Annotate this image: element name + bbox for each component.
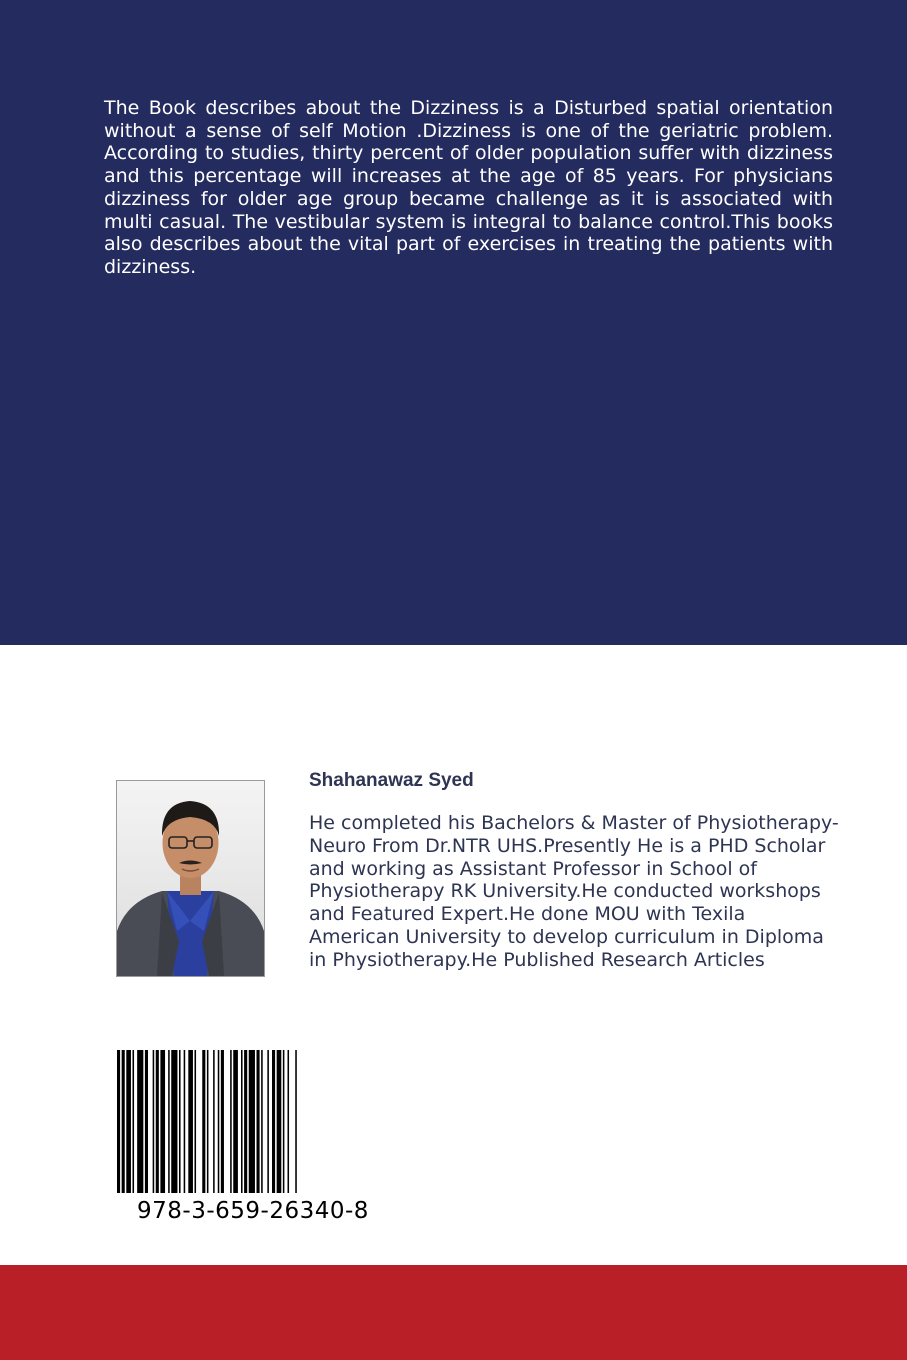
barcode-bar: [213, 1050, 215, 1193]
barcode-bar: [137, 1050, 143, 1193]
barcode-bar: [145, 1050, 148, 1193]
barcode-bar: [153, 1050, 155, 1193]
barcode-bar: [184, 1050, 186, 1193]
barcode-bar: [126, 1050, 131, 1193]
barcode-bar: [188, 1050, 193, 1193]
barcode-bar: [202, 1050, 205, 1193]
author-portrait-icon: [117, 781, 264, 976]
barcode-bar: [257, 1050, 260, 1193]
back-cover-bottom-band: [0, 1265, 907, 1360]
barcode-bar: [244, 1050, 247, 1193]
barcode-bar: [283, 1050, 285, 1193]
author-name: Shahanawaz Syed: [309, 770, 474, 791]
barcode-bar: [179, 1050, 181, 1193]
barcode-bar: [218, 1050, 220, 1193]
barcode-bar: [168, 1050, 170, 1193]
barcode-bar: [122, 1050, 125, 1193]
barcode-bar: [133, 1050, 135, 1193]
barcode-bar: [195, 1050, 197, 1193]
barcode-bar: [230, 1050, 232, 1193]
barcode-bar: [207, 1050, 209, 1193]
barcode-bar: [117, 1050, 120, 1193]
barcode-bar: [288, 1050, 290, 1193]
barcode-bar: [249, 1050, 255, 1193]
author-bio: He completed his Bachelors & Master of Physiotherapy-Neuro From Dr.NTR UHS.Presently He is a PHD Scholar and working as Assistant Professor in School of Physiotherapy RK University.He conducted workshops and Featured Expert.He done MOU with Texila American University to develop curriculum in Diploma in Physiotherapy.He Published Research Articles: [309, 812, 839, 971]
barcode-bar: [267, 1050, 269, 1193]
barcode-bar: [171, 1050, 177, 1193]
barcode-bar: [233, 1050, 238, 1193]
barcode-bar: [277, 1050, 282, 1193]
barcode-bar: [160, 1050, 165, 1193]
barcode-bar: [221, 1050, 224, 1193]
barcode-bar: [261, 1050, 263, 1193]
author-photo: [116, 780, 265, 977]
isbn-number: 978-3-659-26340-8: [137, 1198, 369, 1224]
barcode-bar: [241, 1050, 243, 1193]
book-description: The Book describes about the Dizziness is a Disturbed spatial orientation without a sense of self Motion .Dizziness is one of the geriatric problem. According to studies, thirty percent of older population suffer with dizziness and this percentage will increases at the age of 85 years. For physicians dizziness for older age group became challenge as it is associated with multi casual. The vestibular system is integral to balance control.This books also describes about the vital part of exercises in treating the patients with dizziness.: [104, 97, 833, 278]
barcode-bar: [272, 1050, 275, 1193]
barcode-bar: [156, 1050, 159, 1193]
back-cover-top-panel: [0, 0, 907, 645]
barcode-bar: [295, 1050, 297, 1193]
isbn-barcode: [117, 1050, 383, 1193]
